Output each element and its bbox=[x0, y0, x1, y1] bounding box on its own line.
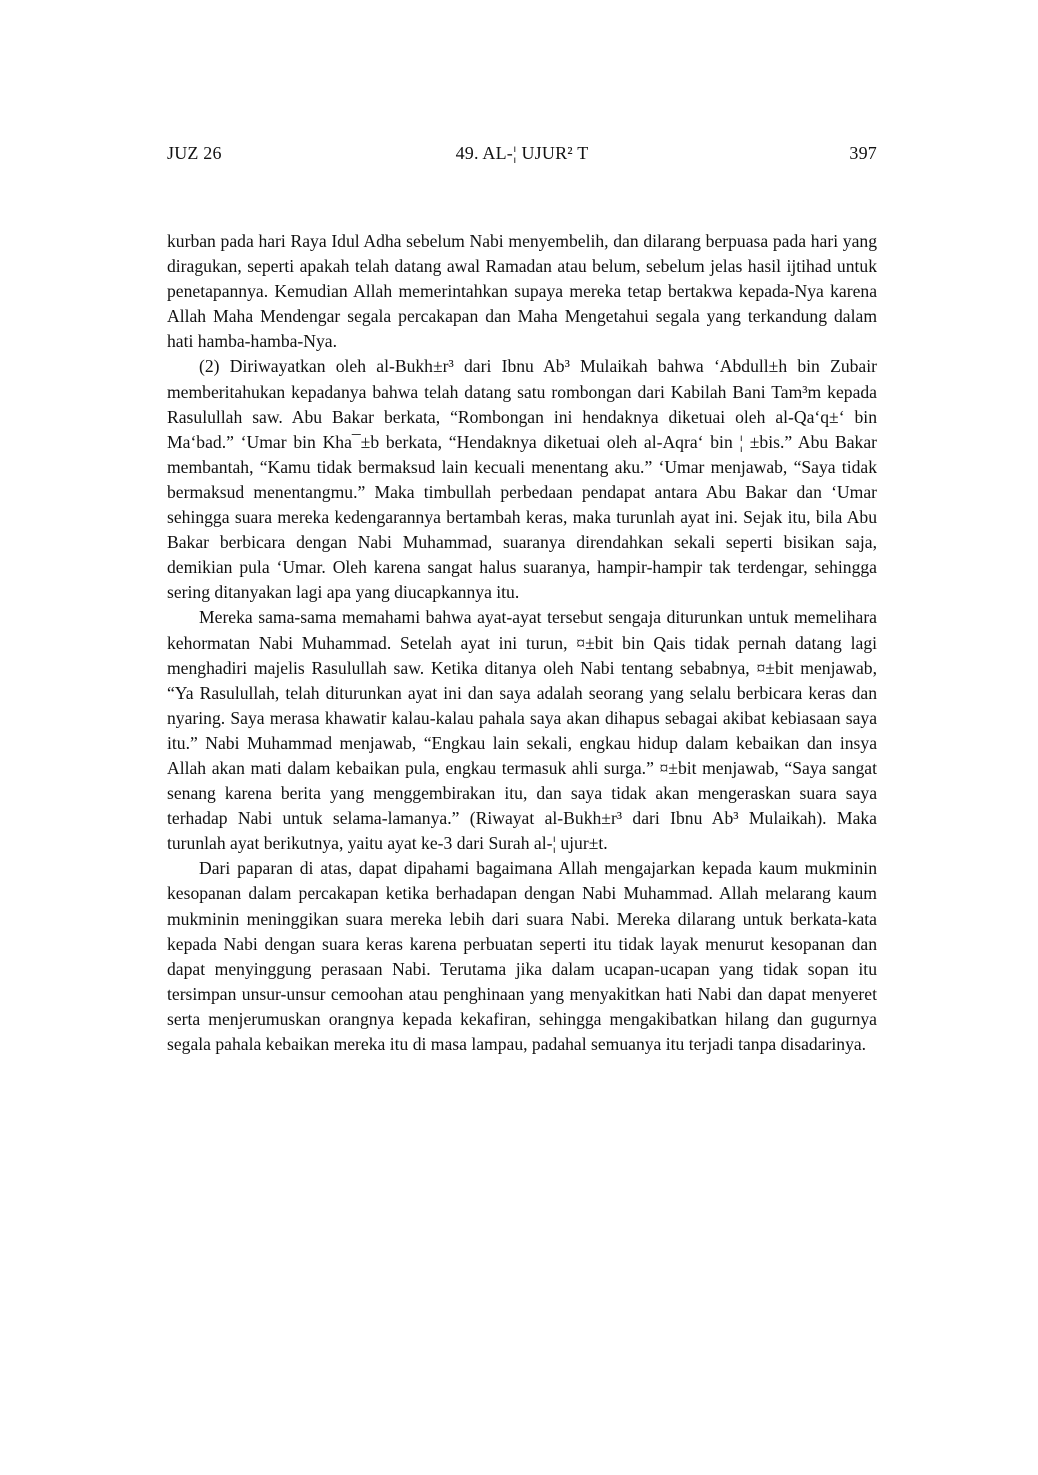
page-header bbox=[167, 143, 877, 164]
paragraph-hadith-riwayat: (2) Diriwayatkan oleh al-Bukh±r³ dari Ibnu Ab³ Mulaikah bahwa ‘Abdull±h bin Zubair memberitahukan kepadanya bahwa telah datang satu rombongan dari Kabilah Bani Tam³m kepada Rasulullah saw. Abu Bakar berkata, “Rombongan ini hendaknya diketuai oleh al-Qa‘q±‘ bin Ma‘bad.” ‘Umar bin Kha¯±b berkata, “Hendaknya diketuai oleh al-Aqra‘ bin ¦ ±bis.” Abu Bakar membantah, “Kamu tidak bermaksud lain kecuali menentang aku.” ‘Umar menjawab, “Saya tidak bermaksud menentangmu.” Maka timbullah perbedaan pendapat antara Abu Bakar dan ‘Umar sehingga suara mereka kedengarannya bertambah keras, maka turunlah ayat ini. Sejak itu, bila Abu Bakar berbicara dengan Nabi Muhammad, suaranya direndahkan sekali seperti bisikan saja, demikian pula ‘Umar. Oleh karena sangat halus suaranya, hampir-hampir tak terdengar, sehingga sering ditanyakan lagi apa yang diucapkannya itu. bbox=[167, 356, 877, 603]
juz-label: JUZ 26 bbox=[167, 143, 222, 163]
paragraph-kesimpulan: Dari paparan di atas, dapat dipahami bagaimana Allah mengajarkan kepada kaum mukminin kesopanan dalam percakapan ketika berhadapan dengan Nabi Muhammad. Allah melarang kaum mukminin meninggikan suara mereka lebih dari suara Nabi. Mereka dilarang untuk berkata-kata kepada Nabi dengan suara keras karena perbuatan seperti itu tidak layak menurut kesopanan dan dapat menyinggung perasaan Nabi. Terutama jika dalam ucapan-ucapan yang tidak sopan itu tersimpan unsur-unsur cemoohan atau penghinaan yang menyakitkan hati Nabi dan dapat menyeret serta menjerumuskan orangnya kepada kekafiran, sehingga mengakibatkan hilang dan gugurnya segala pahala kebaikan mereka itu di masa lampau, padahal semuanya itu terjadi tanpa disadarinya. bbox=[167, 858, 877, 1054]
page-body bbox=[167, 229, 877, 1057]
paragraph-tsabit-bin-qais: Mereka sama-sama memahami bahwa ayat-ayat tersebut sengaja diturunkan untuk memelihara kehormatan Nabi Muhammad. Setelah ayat ini turun, ¤±bit bin Qais tidak pernah datang lagi menghadiri majelis Rasulullah saw. Ketika ditanya oleh Nabi tentang sebabnya, ¤±bit menjawab, “Ya Rasulullah, telah diturunkan ayat ini dan saya adalah seorang yang selalu berbicara keras dan nyaring. Saya merasa khawatir kalau-kalau pahala saya akan dihapus sebagai akibat kebiasaan saya itu.” Nabi Muhammad menjawab, “Engkau lain sekali, engkau hidup dalam kebaikan dan insya Allah akan mati dalam kebaikan pula, engkau termasuk ahli surga.” ¤±bit menjawab, “Saya sangat senang karena berita yang menggembirakan itu, dan saya tidak akan mengeraskan suara saya terhadap Nabi untuk selama-lamanya.” (Riwayat al-Bukh±r³ dari Ibnu Ab³ Mulaikah). Maka turunlah ayat berikutnya, yaitu ayat ke-3 dari Surah al-¦ ujur±t. bbox=[167, 607, 877, 854]
surah-title: 49. AL-¦ UJUR² T bbox=[455, 143, 589, 163]
paragraph-continuation: kurban pada hari Raya Idul Adha sebelum Nabi menyembelih, dan dilarang berpuasa pada hari yang diragukan, seperti apakah telah datang awal Ramadan atau belum, sebelum jelas hasil ijtihad untuk penetapannya. Kemudian Allah memerintahkan supaya mereka tetap bertakwa kepada-Nya karena Allah Maha Mendengar segala percakapan dan Maha Mengetahui segala yang terkandung dalam hati hamba-hamba-Nya. bbox=[167, 231, 877, 352]
page-number: 397 bbox=[849, 143, 877, 163]
